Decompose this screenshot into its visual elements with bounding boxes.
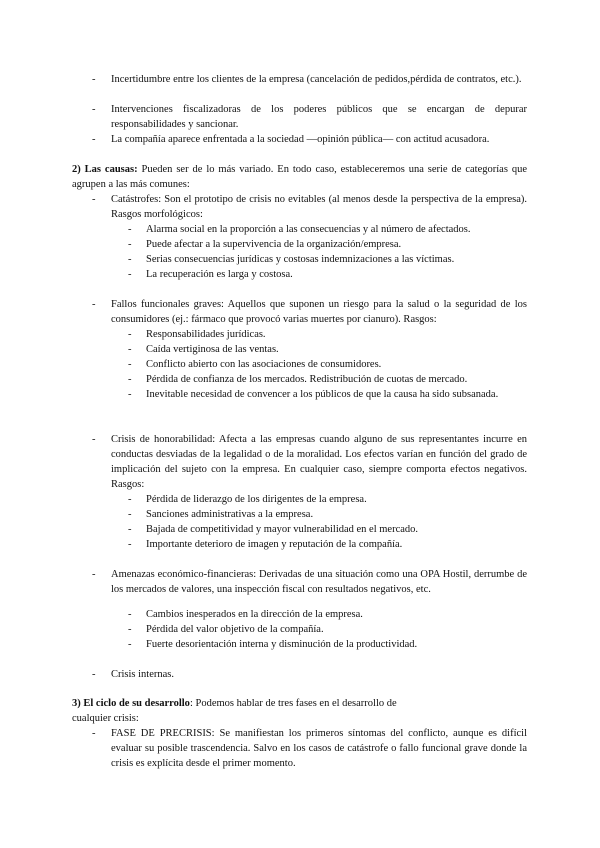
bullet-dash: - — [92, 569, 96, 580]
fallos-item: Inevitable necesidad de convencer a los públicos de que la causa ha sido subsanada. — [146, 389, 499, 400]
causas-paragraph — [72, 162, 527, 192]
ciclo-paragraph — [72, 696, 432, 726]
catastrofes-text: Catástrofes: Son el prototipo de crisis no evitables (al menos desde la perspectiva de la empresa). Rasgos morfológicos: — [111, 194, 527, 220]
bullet-dash: - — [128, 524, 132, 535]
fallos-item: Caída vertiginosa de las ventas. — [146, 344, 279, 355]
bullet-dash: - — [92, 134, 96, 145]
internas-text: Crisis internas. — [111, 669, 174, 680]
bullet-dash: - — [128, 494, 132, 505]
fallos-item: Conflicto abierto con las asociaciones de consumidores. — [146, 359, 382, 370]
bullet-dash: - — [128, 389, 132, 400]
honorabilidad-item: Pérdida de liderazgo de los dirigentes de la empresa. — [146, 494, 367, 505]
bullet-dash: - — [92, 104, 96, 115]
bullet-dash: - — [92, 434, 96, 445]
amenazas-item: Fuerte desorientación interna y disminución de la productividad. — [146, 639, 418, 650]
catastrofes-item: Serias consecuencias jurídicas y costosas indemnizaciones a las víctimas. — [146, 254, 455, 265]
bullet-dash: - — [128, 539, 132, 550]
causas-heading: 2) Las causas: — [72, 164, 138, 175]
honorabilidad-item: Importante deterioro de imagen y reputación de la compañía. — [146, 539, 403, 550]
amenazas-text: Amenazas económico-financieras: Derivadas de una situación como una OPA Hostil, derrumbe de los mercados de valores, una inspección fiscal con resultados negativos, etc. — [111, 569, 527, 595]
causas-text: Pueden ser de lo más variado. En todo caso, estableceremos una serie de categorías que agrupen a las más comunes: — [72, 164, 527, 190]
bullet-dash: - — [128, 329, 132, 340]
ciclo-heading: 3) El ciclo de su desarrollo — [72, 698, 190, 709]
honorabilidad-item: Bajada de competitividad y mayor vulnerabilidad en el mercado. — [146, 524, 419, 535]
bullet-dash: - — [92, 728, 96, 739]
catastrofes-item: Alarma social en la proporción a las consecuencias y al número de afectados. — [146, 224, 471, 235]
bullet-dash: - — [128, 639, 132, 650]
fallos-item: Pérdida de confianza de los mercados. Redistribución de cuotas de mercado. — [146, 374, 468, 385]
bullet-dash: - — [128, 374, 132, 385]
bullet-dash: - — [128, 624, 132, 635]
fallos-item: Responsabilidades jurídicas. — [146, 329, 266, 340]
bullet-dash: - — [128, 344, 132, 355]
intro-item: La compañía aparece enfrentada a la sociedad —opinión pública— con actitud acusadora. — [111, 134, 490, 145]
honorabilidad-item: Sanciones administrativas a la empresa. — [146, 509, 314, 520]
catastrofes-item: La recuperación es larga y costosa. — [146, 269, 293, 280]
bullet-dash: - — [92, 74, 96, 85]
bullet-dash: - — [128, 239, 132, 250]
honorabilidad-text: Crisis de honorabilidad: Afecta a las empresas cuando alguno de sus representantes incurre en conductas desviadas de la legalidad o de la moralidad. Los efectos varían en función del grado de implicación del sujeto con la empresa. En cualquier caso, siempre comporta efectos negativos. Rasgos: — [111, 434, 527, 490]
bullet-dash: - — [128, 359, 132, 370]
intro-item: Incertidumbre entre los clientes de la empresa (cancelación de pedidos,pérdida de contratos, etc.). — [111, 74, 522, 85]
bullet-dash: - — [92, 299, 96, 310]
bullet-dash: - — [128, 609, 132, 620]
precrisis-text: FASE DE PRECRISIS: Se manifiestan los primeros síntomas del conflicto, aunque es difícil evaluar su posible trascendencia. Salvo en los casos de catástrofe o fallo funcional grave donde la crisis es explícita desde el primer momento. — [111, 728, 527, 769]
amenazas-item: Cambios inesperados en la dirección de la empresa. — [146, 609, 363, 620]
fallos-text: Fallos funcionales graves: Aquellos que suponen un riesgo para la salud o la seguridad de los consumidores (ej.: fármaco que provocó varias muertes por cianuro). Rasgos: — [111, 299, 527, 325]
bullet-dash: - — [128, 509, 132, 520]
bullet-dash: - — [128, 254, 132, 265]
bullet-dash: - — [92, 194, 96, 205]
amenazas-item: Pérdida del valor objetivo de la compañía. — [146, 624, 324, 635]
ciclo-text: : Podemos hablar de tres fases en el desarrollo de cualquier crisis: — [72, 698, 397, 724]
catastrofes-item: Puede afectar a la supervivencia de la organización/empresa. — [146, 239, 402, 250]
intro-item: Intervenciones fiscalizadoras de los poderes públicos que se encargan de depurar responsabilidades y sancionar. — [111, 104, 527, 130]
bullet-dash: - — [128, 224, 132, 235]
bullet-dash: - — [128, 269, 132, 280]
bullet-dash: - — [92, 669, 96, 680]
